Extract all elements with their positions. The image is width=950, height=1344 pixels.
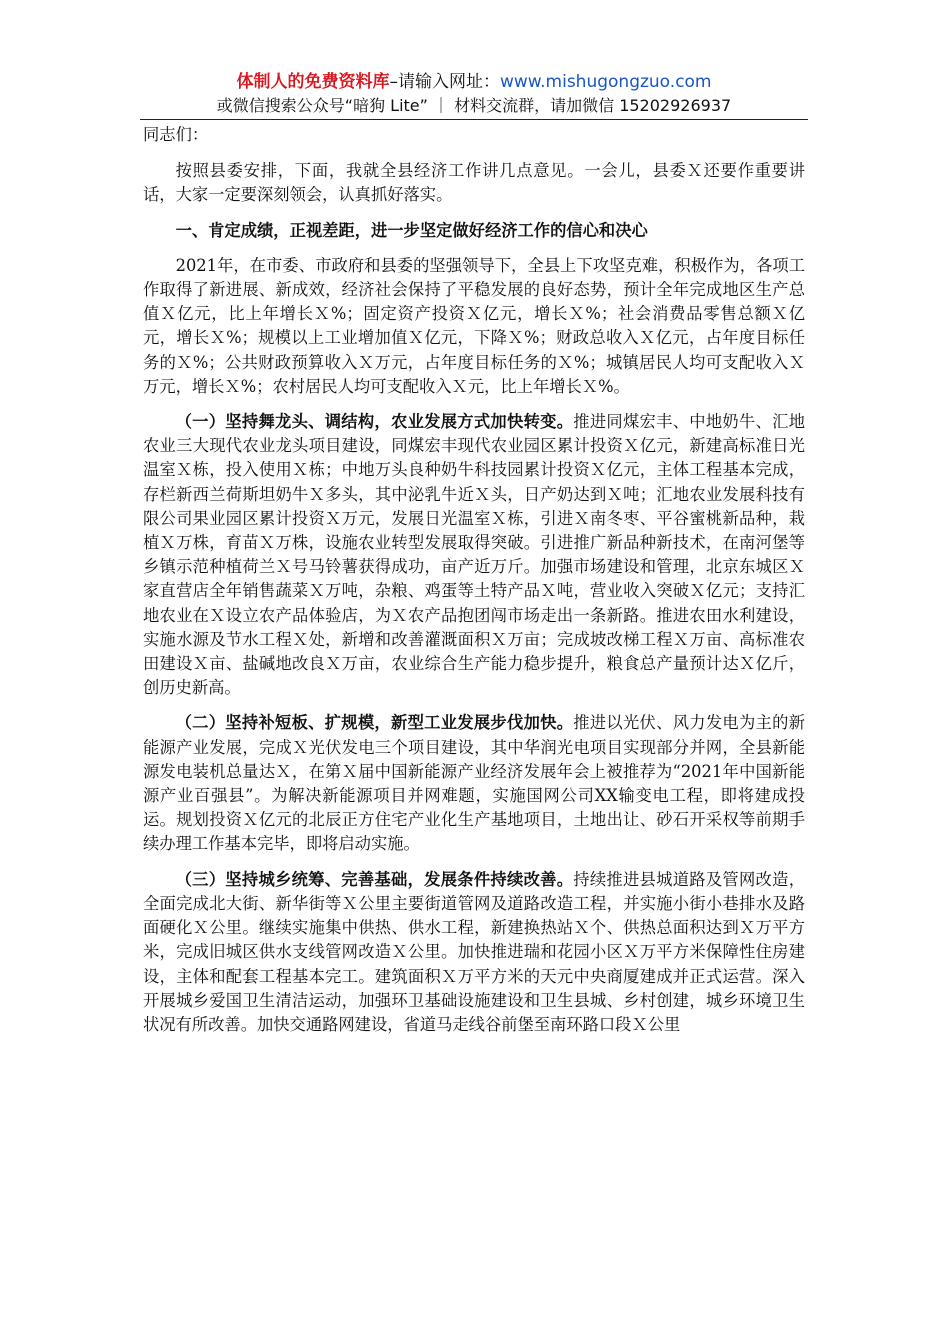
header-brand: 体制人的免费资料库 bbox=[236, 72, 390, 92]
subsection-1-text: 推进同煤宏丰、中地奶牛、汇地农业三大现代农业龙头项目建设，同煤宏丰现代农业园区累计投资Ｘ亿元，新建高标准日光温室Ｘ栋，投入使用Ｘ栋；中地万头良种奶牛科技园累计投资Ｘ亿元，主体工程基本完成，存栏新西兰荷斯坦奶牛Ｘ多头，其中泌乳牛近Ｘ头，日产奶达到Ｘ吨；汇地农业发展科技有限公司果业园区累计投资Ｘ万元，发展日光温室Ｘ栋，引进Ｘ南冬枣、平谷蜜桃新品种，栽植Ｘ万株，育苗Ｘ万株，设施农业转型发展取得突破。引进推广新品种新技术，在南河堡等乡镇示范种植荷兰Ｘ号马铃薯获得成功，亩产近万斤。加强市场建设和管理，北京东城区Ｘ家直营店全年销售蔬菜Ｘ万吨，杂粮、鸡蛋等土特产品Ｘ吨，营业收入突破Ｘ亿元；支持汇地农业在Ｘ设立农产品体验店，为Ｘ农产品抱团闯市场走出一条新路。推进农田水利建设，实施水源及节水工程Ｘ处，新增和改善灌溉面积Ｘ万亩；完成坡改梯工程Ｘ万亩、高标准农田建设Ｘ亩、盐碱地改良Ｘ万亩，农业综合生产能力稳步提升，粮食总产量预计达Ｘ亿斤，创历史新高。 bbox=[143, 412, 805, 698]
document-body bbox=[143, 123, 805, 1037]
header-divider bbox=[140, 119, 808, 120]
subsection-2-title: （二）坚持补短板、扩规模，新型工业发展步伐加快。 bbox=[175, 713, 574, 733]
header-promo-line bbox=[140, 70, 808, 94]
header-url-link[interactable]: www.mishugongzuo.com bbox=[499, 72, 712, 92]
subsection-1-paragraph bbox=[143, 410, 805, 700]
subsection-3-paragraph bbox=[143, 868, 805, 1037]
intro-paragraph: 按照县委安排，下面，我就全县经济工作讲几点意见。一会儿，县委Ｘ还要作重要讲话，大家一定要深刻领会，认真抓好落实。 bbox=[143, 161, 805, 205]
subsection-2-text: 推进以光伏、风力发电为主的新能源产业发展，完成Ｘ光伏发电三个项目建设，其中华润光电项目实现部分并网，全县新能源发电装机总量达Ｘ，在第Ｘ届中国新能源产业经济发展年会上被推荐为“2021年中国新能源产业百强县”。为解决新能源项目并网难题，实施国网公司XX输变电工程，即将建成投运。规划投资Ｘ亿元的北辰正方住宅产业化生产基地项目，土地出让、砂石开采权等前期手续办理工作基本完毕，即将启动实施。 bbox=[143, 713, 805, 854]
subsection-3-title: （三）坚持城乡统筹、完善基础，发展条件持续改善。 bbox=[175, 869, 574, 889]
salutation: 同志们： bbox=[143, 125, 209, 144]
header-prompt: –请输入网址： bbox=[389, 72, 500, 92]
subsection-1-title: （一）坚持舞龙头、调结构，农业发展方式加快转变。 bbox=[175, 412, 574, 432]
section-heading-1: 一、肯定成绩，正视差距，进一步坚定做好经济工作的信心和决心 bbox=[175, 220, 648, 240]
subsection-2-paragraph bbox=[143, 711, 805, 856]
section-1-paragraph: 2021年，在市委、市政府和县委的坚强领导下，全县上下攻坚克难，积极作为，各项工作取得了新进展、新成效，经济社会保持了平稳发展的良好态势，预计全年完成地区生产总值Ｘ亿元，比上年增长Ｘ%；固定资产投资Ｘ亿元，增长Ｘ%；社会消费品零售总额Ｘ亿元，增长Ｘ%；规模以上工业增加值Ｘ亿元，下降Ｘ%；财政总收入Ｘ亿元，占年度目标任务的Ｘ%；公共财政预算收入Ｘ万元，占年度目标任务的Ｘ%；城镇居民人均可支配收入Ｘ万元，增长Ｘ%；农村居民人均可支配收入Ｘ元，比上年增长Ｘ%。 bbox=[143, 255, 805, 396]
subsection-3-text: 持续推进县城道路及管网改造，全面完成北大街、新华街等Ｘ公里主要街道管网及道路改造工程，并实施小街小巷排水及路面硬化Ｘ公里。继续实施集中供热、供水工程，新建换热站Ｘ个、供热总面积达到Ｘ万平方米，完成旧城区供水支线管网改造Ｘ公里。加快推进瑞和花园小区Ｘ万平方米保障性住房建设，主体和配套工程基本完工。建筑面积Ｘ万平方米的天元中央商厦建成并正式运营。深入开展城乡爱国卫生清洁运动，加强环卫基础设施建设和卫生县城、乡村创建，城乡环境卫生状况有所改善。加快交通路网建设，省道马走线谷前堡至南环路口段Ｘ公里 bbox=[143, 869, 805, 1034]
page-header bbox=[140, 70, 808, 118]
header-contact-line: 或微信搜索公众号“暗狗 Lite” ｜ 材料交流群，请加微信 15202926937 bbox=[216, 96, 732, 115]
